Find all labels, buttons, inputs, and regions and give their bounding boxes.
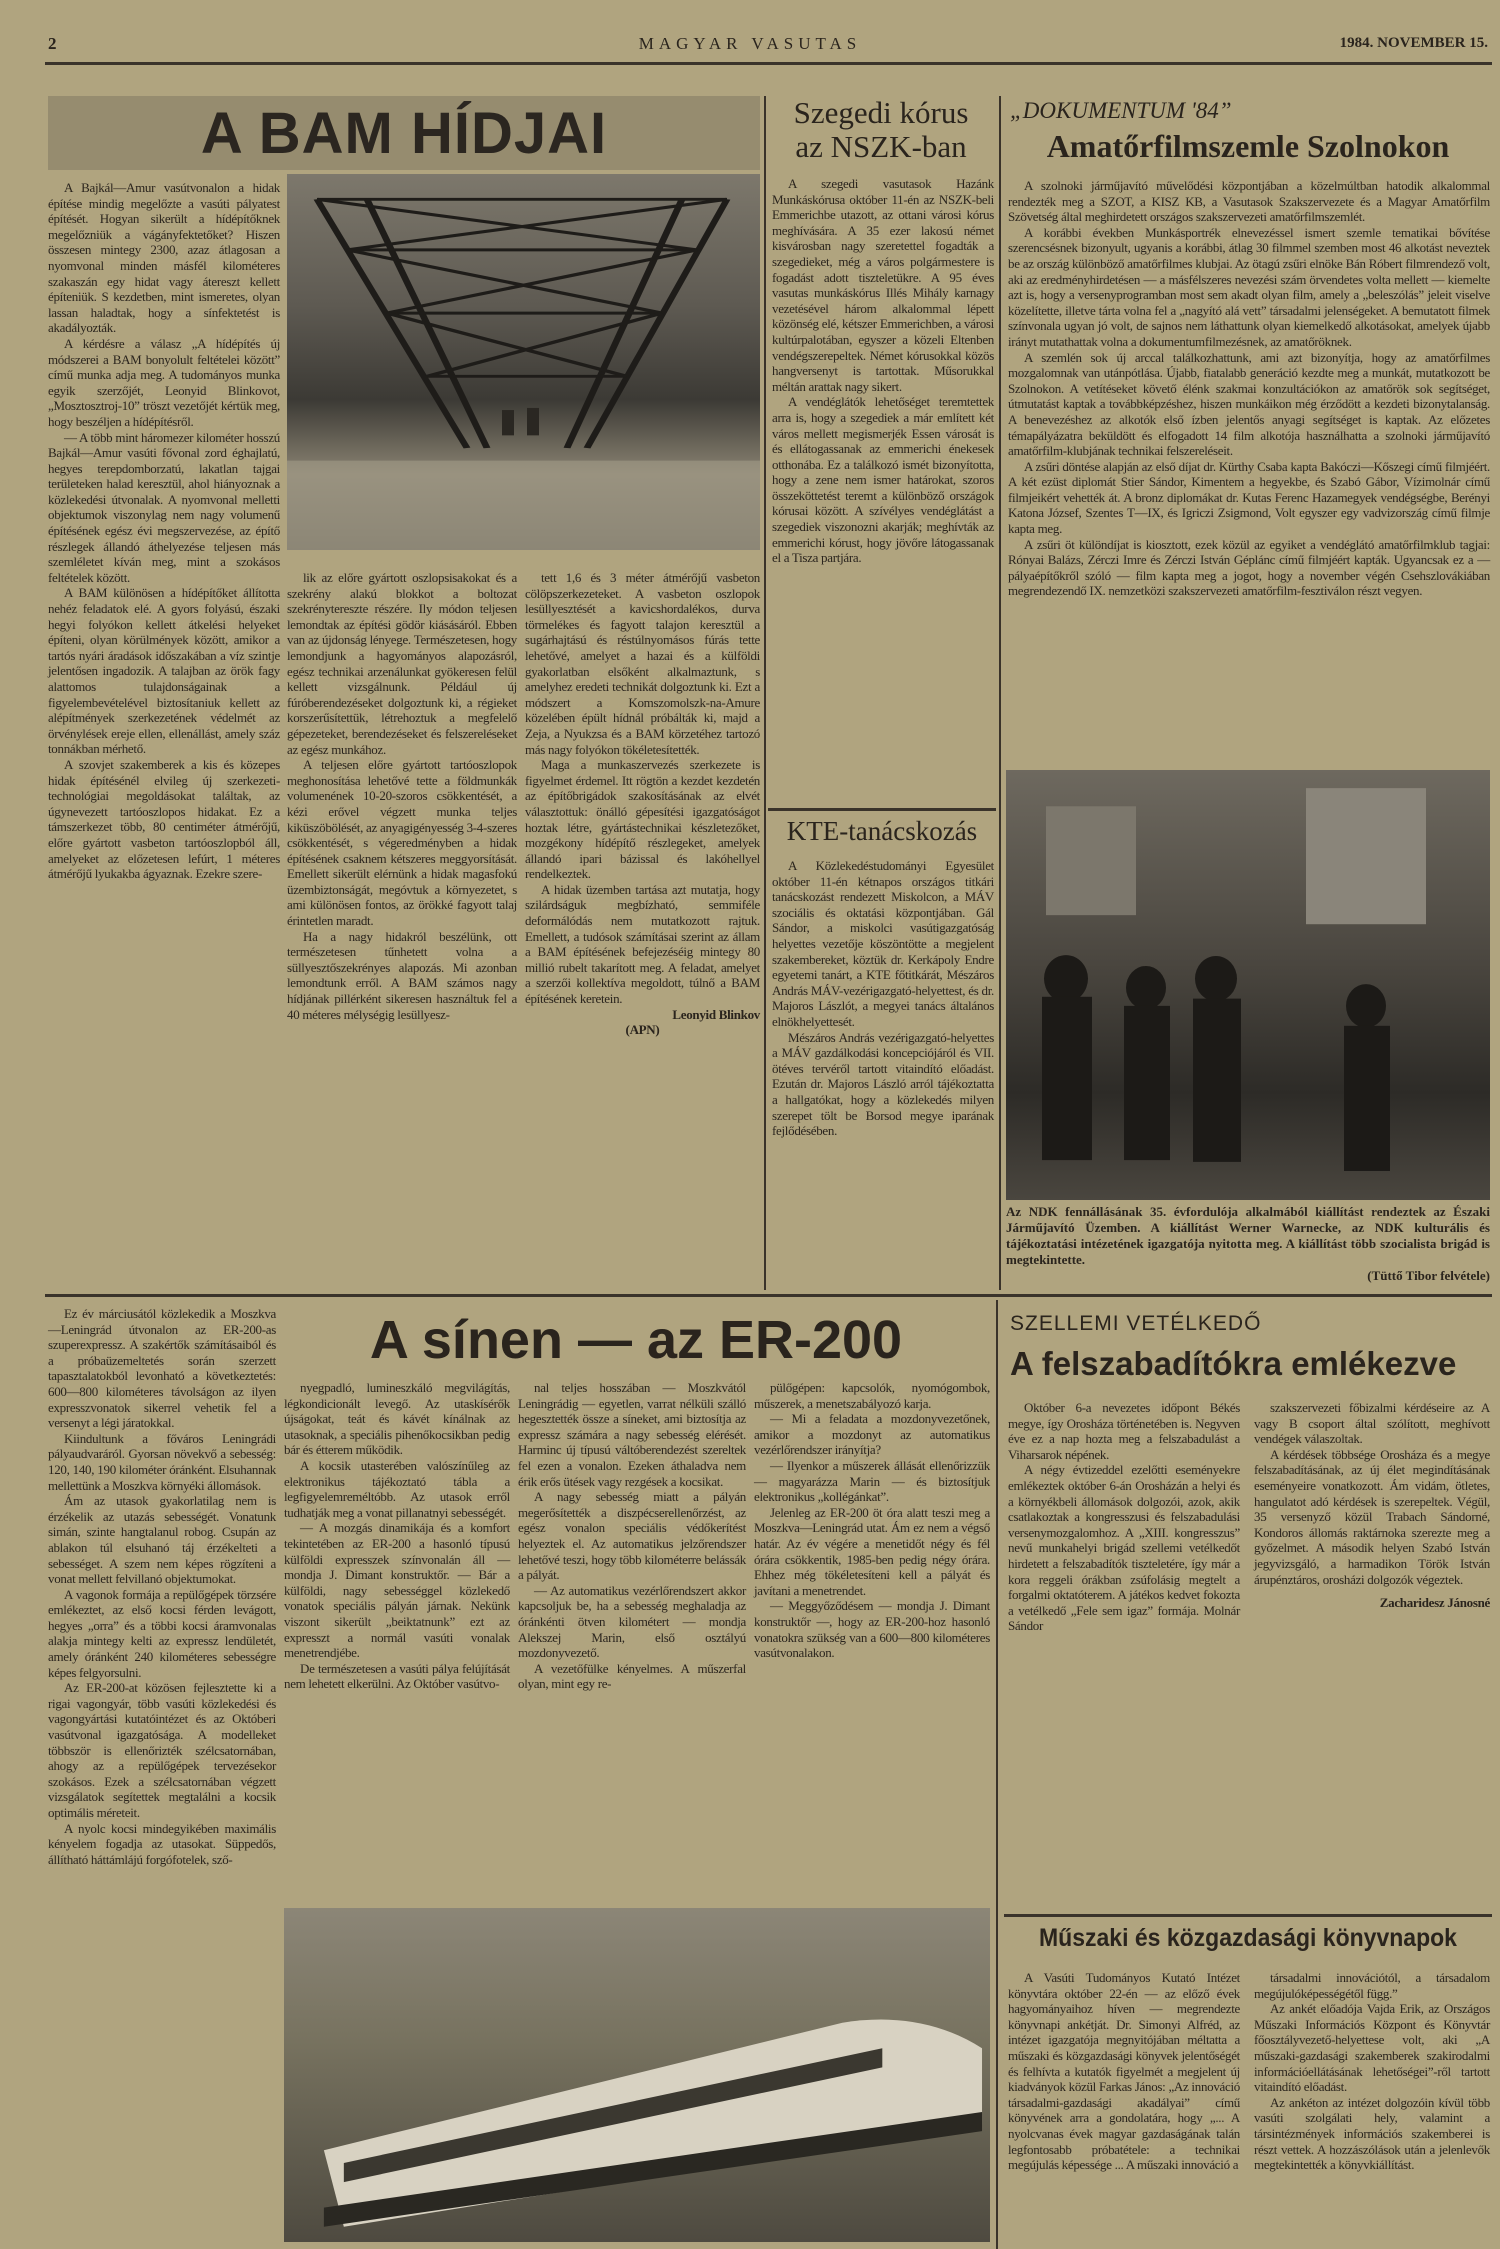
paragraph: tett 1,6 és 3 méter átmérőjű vasbeton cölöpszerkezeteket. A vasbeton oszlopok lesüllyesztését a kavicshordalékos, durva törmelékes és fagyott talajon keresztül a sugárhajtású és réstúlnyomásos fúrás tette lehetővé, amelyet a hazai és a külföldi gyakorlatban elsőként alkalmaztunk, s amelyhez eredeti technikát dolgoztunk ki. Ezt a módszert a Komszomolszk-na-Amure közelében épült hídnál próbálták ki, majd a Zeja, a Nyukzsa és a BAM körzetéhez tartozó más nagy folyókon tökéletesítették. (525, 570, 760, 757)
muszaki-column-2-text (1254, 1970, 1490, 2173)
paragraph: Jelenleg az ER-200 öt óra alatt teszi meg a Moszkva—Leningrád utat. Ám ez nem a végső határ. Az év végére a menetidőt négy és fél órára csökkentik, 1985-ben pedig négy órára. Ehhez még tökéletesíteni kell a pályát és javítani a menetrendet. (754, 1504, 990, 1598)
paragraph: A szovjet szakemberek a kis és közepes hidak építésénél elvileg új szerkezeti-technológiai megoldásokat találtak, az úgynevezett tartóoszlopos hidakat. Ez a támszerkezet több, 80 centiméter átmérőjű, előre gyártott vasbeton tartóoszlopból áll, amelyeket az előzetesen lefúrt, 1 méteres átmérőjű lyukakba ágyaznak. Ezekre szere- (48, 756, 280, 882)
paragraph: A vendéglátók lehetőséget teremtettek arra is, hogy a szegediek a már említett két város mellett megismerjék Essen városát is és ellátogassanak az emmerichi énekesek otthonába. Ez a találkozó ismét bizonyította, hogy a zene nem ismer határokat, szoros összeköttetést teremt a különböző országok kórusai között. A szívélyes vendéglátást a szegediek viszonozni akarják; meghívták az emmerichi kórust, hogy jövőre látogassanak el a Tisza partjára. (772, 394, 994, 566)
paragraph: pülőgépen: kapcsolók, nyomógombok, műszerek, a menetszabályozó karja. (754, 1380, 990, 1411)
paragraph: — Meggyőződésem — mondja J. Dimant konstruktőr —, hogy az ER-200-hoz hasonló vonatokra szükség van a 600—800 kilométeres vasútvonalakon. (754, 1598, 990, 1661)
szeged-text (772, 176, 994, 566)
er200-column-3 (518, 1380, 746, 1692)
issue-date: 1984. NOVEMBER 15. (1339, 35, 1488, 51)
column-rule (764, 96, 766, 1290)
bam-column-1-text (48, 180, 280, 882)
paragraph: A kérdésre a válasz „A hídépítés új módszerei a BAM bonyolult feltételei között” című munka adja meg. A tudományos munka egyik szerzőjét, Leonyid Blinkovot, „Mosztosztroj-10” tröszt vezetőjét kértük meg, hogy beszéljen a hídépítésről. (48, 335, 280, 429)
dokumentum-kicker: „DOKUMENTUM '84” (1010, 98, 1232, 123)
paragraph: A nyolc kocsi mindegyikében maximális kényelem fogadja az utasokat. Süppedős, állítható háttámlájú forgófotelek, sző- (48, 1820, 276, 1867)
paragraph: A hidak üzemben tartása azt mutatja, hogy szilárdságuk megbízható, semmiféle deformálódás nem mutatkozott rajtuk. Emellett, a tudósok számításai szerint az állam a BAM építésének befejezéséig mintegy 80 millió rubelt takarított meg. A feladat, amelyet a szerzői kollektíva megoldott, túlnő a BAM építésének keretein. (525, 881, 760, 1007)
bam-bridge-photo (287, 174, 760, 550)
er200-column-3-text (518, 1380, 746, 1692)
train-icon (284, 1908, 990, 2242)
bam-column-2-text (287, 570, 517, 1022)
page-number: 2 (48, 34, 57, 53)
er200-column-2-text (284, 1380, 510, 1692)
paragraph: Maga a munkaszervezés szerkezete is figyelmet érdemel. Itt rögtön a kezdet kezdetén az építőbrigádok szakosításának az elvét választottuk: önálló gépesítési igazgatóságot hoztak létre, gyártástechnikai készletezőket, mozgékony hídépítő részlegeket, amelyek állandó ipari bázissal és lakóhellyel rendelkeztek. (525, 757, 760, 882)
paragraph: Az ankéton az intézet dolgozóin kívül több vasúti szolgálati hely, valamint a társintézmények információs szakemberei is részt vettek. A hozzászólások után a jelenlevők megtekintették a könyvkiállítást. (1254, 2094, 1490, 2173)
szellemi-column-2 (1254, 1400, 1490, 1611)
section-rule (45, 1294, 1492, 1297)
paragraph: Az ER-200-at közösen fejlesztette ki a rigai vagongyár, több vasúti közlekedési és vagongyártási kutatóintézet és az Októberi vasútvonal igazgatósága. A modelleket többször is ellenőrizték szélcsatornában, ahogy az a repülőgépek tervezésekor szokásos. Ezek a szélcsatornában végzett vizsgálatok segítettek megtalálni a kocsik optimális méreteit. (48, 1680, 276, 1820)
paragraph: De természetesen a vasúti pálya felújítását nem lehetett elkerülni. Az Október vasútvo- (284, 1660, 510, 1692)
bridge-truss-icon (287, 174, 760, 550)
bam-headline: A BAM HÍDJAI (200, 101, 608, 166)
paragraph: A Vasúti Tudományos Kutató Intézet könyvtára október 22-én — az előző évek hagyományaihoz híven — megrendezte könyvnapi ankétját. Dr. Simonyi Alfréd, az intézet igazgatója megnyitójában méltatta a műszaki és közgazdasági könyvek jelentőségét és felhívta a kutatók figyelmét a megjelent új kiadványok közül Farkas János: „Az innováció társadalmi-gazdasági akadályai” című könyvének arra a gondolatára, hogy „... A nyolcvanas évek magyar gazdaságának talán legfontosabb próbatétele: a technikai megújulás képessége ... A műszaki innováció a (1008, 1970, 1240, 2173)
muszaki-column-1 (1008, 1970, 1240, 2173)
er200-column-4 (754, 1380, 990, 1661)
exhibition-photo-caption (1006, 1204, 1490, 1284)
newspaper-title: MAGYAR VASUTAS (638, 34, 862, 53)
szellemi-headline: A felszabadítókra emlékezve (1010, 1345, 1457, 1382)
masthead-rule (45, 62, 1492, 65)
bam-column-3 (525, 570, 760, 1038)
kte-paragraphs (772, 858, 994, 1139)
szellemi-column-1 (1008, 1400, 1240, 1634)
section-rule (1004, 1914, 1492, 1917)
paragraph: A vagonok formája a repülőgépek törzsére emlékeztet, az első kocsi férden levágott, hegyes „orra” és a többi kocsi áramvonalas alakja mintegy kelti az expressz lendületét, amely óránként 240 kilométeres sebességre képes felgyorsulni. (48, 1586, 276, 1680)
paragraph: — Az automatikus vezérlőrendszert akkor kapcsoljuk be, ha a sebesség meghaladja az óránkénti ötven kilométert — mondja Alekszej Marin, első osztályú mozdonyvezető. (518, 1582, 746, 1661)
paragraph: A szegedi vasutasok Hazánk Munkáskórusa október 11-én az NSZK-beli Emmerichbe utazott, az ottani városi kórus meghívására. A 35 ezer lakosú német kisvárosban nagy szeretettel fogadták a szegedieket, még a város polgármestere is fogadást adott tiszteletükre. A 95 éves vasutas munkáskórus Illés Mihály karnagy vezetésével három alkalommal lépett közönség elé, kétszer Emmerichben, a városi kultúrpalotában, egyszer a közeli Eltenben vendégszerepeltek. Német kórusokkal közös hangversenyt is tartottak. Műsorukkal méltán arattak nagy sikert. (772, 176, 994, 394)
paragraph: A nagy sebesség miatt a pályán megerősítették a diszpécserellenőrzést, az egész vonalon speciális védőkerítést helyeztek el. Az automatikus jelzőrendszer lehetővé teszi, hogy több kilométerre belássák a pályát. (518, 1489, 746, 1583)
er200-column-4-text (754, 1380, 990, 1661)
paragraph: — Ilyenkor a műszerek állását ellenőrizzük — magyarázza Marin — és biztosítjuk elektronikus „kollégánkat”. (754, 1457, 990, 1505)
paragraph: A Közlekedéstudományi Egyesület október 11-én kétnapos országos titkári tanácskozást rendezett Miskolcon, a MÁV szociális és oktatási központjában. Gál Sándor, a miskolci vasútigazgatóság helyettes vezetője köszöntötte a megjelent szakembereket, köztük dr. Kerkápoly Endre egyetemi tanárt, a KTE főtitkárát, Mészáros András MÁV-vezérigazgató-helyettest, és dr. Majoros Lászlót, a megyei tanács általános elnökhelyettesét. (772, 858, 994, 1029)
szeged-paragraphs (772, 176, 994, 566)
exhibition-people-icon (1006, 770, 1490, 1200)
paragraph: A Bajkál—Amur vasútvonalon a hidak építése mindig megelőzte a vasúti pályatest építését. Hogyan sikerült a hídépítőknek megelőzniük a vágányfektetőket? Hiszen összesen mintegy 2300, azaz átlagosan a nyomvonal minden másfél kilométeres szakaszán egy hidat vagy átereszt kellett építeniük. S kezdetben, mint ismeretes, olyan lassan haladtak, hogy a sínfektetést is akadályozták. (48, 180, 280, 336)
paragraph: — A több mint háromezer kilométer hosszú Bajkál—Amur vasúti fővonal zord éghajlatú, hegyes terepdomborzatú, lakatlan tajgai területeken halad keresztül, ahol hiányoznak a közlekedési útvonalak. A nyomvonal melletti objektumok viszonylag nem nagy volumenű építésének egész évi megszervezése, az építő részlegek állandó áthelyezése teljesen más szemléletet kíván meg, mint a szokásos feltételek között. (48, 429, 280, 585)
paragraph: A korábbi években Munkásportrék elnevezéssel ismert szemle tematikai bővítése szerencsésnek bizonyult, ugyanis a korábbi, átlag 30 filmmel szemben most 46 alkotást neveztek be az ország különböző amatőrfilmes klubjai. Az ötagú zsűri elnöke Bán Róbert filmrendező volt, aki az eredményhirdetésen — a másfélszeres nevezési szám örvendetes volta mellett — kiemelte azt is, hogy a versenyprogramban most sem akadt olyan film, amely a „beleszólás” jeleit viselve közelítette, illetve tárta volna fel a „nagyító alá vett” társadalmi jelenségeket. A bemutatott filmek színvonala ugyan jó volt, de sajnos nem láthattunk olyan kiemelkedő alkotásokat, amelyek újabb irányt mutathattak volna a dokumentumfilmezésnek, az amatőröknek. (1008, 224, 1490, 349)
kte-headline: KTE-tanácskozás (786, 816, 978, 846)
szellemi-author: Zacharidesz Jánosné (1379, 1595, 1490, 1611)
paragraph: A szemlén sok új arccal találkozhattunk, ami azt bizonyítja, hogy az amatőrfilmes mozgalomnak van utánpótlása. Újabb, fiatalabb generáció kezdte meg a munkát, mutatkozott be Szolnokon. A vetítéseket követő élénk szakmai konzultációkon az amatőrök sok segítséget, útmutatást kaptak a továbbképzéshez, hiszen munkáikon még érződött a kezdeti bizonytalanság. A benevezéshez az alkotók első ízben jelentős anyagi segítséget is kaptak. Az előzetes témapályázatra beküldött és elfogadott 14 film alkotója használhatta a szolnoki járműjavító amatőrfilm-klubjának technikai felszereléseit. (1008, 349, 1490, 459)
paragraph: Mészáros András vezérigazgató-helyettes a MÁV gazdálkodási koncepciójáról és VII. ötéves tervéről tartott vitaindító előadást. Ezután dr. Majoros László arról tájékoztatta a hallgatókat, hogy a közlekedés milyen szerepet tölt be Borsod megye iparának fejlődésében. (772, 1029, 994, 1139)
er200-column-1-text (48, 1306, 276, 1867)
paragraph: Az ankét előadója Vajda Erik, az Országos Műszaki Információs Központ és Könyvtár főosztályvezető-helyettese volt, aki „A műszaki-gazdasági szakemberek szakirodalmi információellátásának lehetőségei”-ről tartott vitaindító előadást. (1254, 2001, 1490, 2095)
paragraph: nal teljes hosszában — Moszkvától Leningrádig — egyetlen, varrat nélküli szálló hegesztették össze a síneket, ami biztosítja az expressz számára a nagy sebesség elérését. Harminc új típusú váltóberendezést szereltek fel ezen a vonalon. Ezeken áthaladva nem érik erős ütések vagy rezgések a kocsikat. (518, 1380, 746, 1489)
szellemi-column-2-text (1254, 1400, 1490, 1587)
column-rule (996, 1300, 998, 2249)
paragraph: Ha a nagy hidakról beszélünk, ott természetesen tűnhetett volna a süllyesztőszekrényes alapozás. Mi azonban lemondtunk erről. A BAM számos nagy hídjának pillérként sikeresen használtuk fel a 40 méteres mélységig lesüllyesz- (287, 928, 517, 1022)
bam-column-1 (48, 180, 280, 882)
bam-author: Leonyid Blinkov (672, 1006, 760, 1022)
paragraph: A teljesen előre gyártott tartóoszlopok meghonosítása lehetővé tette a földmunkák volumenének 10-20-szoros csökkentését, a kézi erővel végzett munka teljes kiküszöbölését, az anyagigényesség 3-4-szeres csökkentését, s végeredményben a hidak építésének csaknem kétszeres meggyorsítását. Emellett sikerült elérnünk a hidak magasfokú üzembiztonságát, megóvtuk a környezetet, s ami különösen fontos, az örökké fagyott talaj érintetlen maradt. (287, 757, 517, 929)
paragraph: A zsűri öt különdíjat is kiosztott, ezek közül az egyiket a vendéglátó amatőrfilmklub tagjai: Rónyai Balázs, Zérczi Imre és Zérczi István Géplánc című filmjéért kapták. Ugyancsak ez a — pályaépítőkről szóló — film kapta meg a jogot, hogy a november végén Csehszlovákiában megrendezendő IX. nemzetközi szakszervezeti amatőrfilm-fesztiválon részt vegyen. (1008, 536, 1490, 599)
paragraph: A szolnoki járműjavító művelődési központjában a közelmúltban hatodik alkalommal rendezték meg a SZOT, a KISZ KB, a Vasutasok Szakszervezete és a Magyar Amatőrfilm Szövetség által meghirdetett országos szakszervezeti amatőrfilmszemlét. (1008, 178, 1490, 225)
szeged-headline-line-1: Szegedi kórus (793, 95, 969, 130)
paragraph: Ám az utasok gyakorlatilag nem is érzékelik az utazás sebességét. Vonatunk simán, szinte hangtalanul robog. Csupán az ablakon túl elsuhanó táj érzékelteti a sebességet. A szem nem képes rögzíteni a vonat mellett felvillanó objektumokat. (48, 1493, 276, 1587)
er200-column-2 (284, 1380, 510, 1692)
paragraph: A vezetőfülke kényelmes. A műszerfal olyan, mint egy re- (518, 1660, 746, 1692)
bam-column-2 (287, 570, 517, 1022)
paragraph: — A mozgás dinamikája és a komfort tekintetében az ER-200 a hasonló típusú külföldi expresszek színvonalán áll — mondja J. Dimant konstruktőr. — Bár a külföldi, nagy sebességgel közlekedő vonatok speciális pályán járnak. Nekünk viszont sikerült „beiktatnunk” ezt az expresszt a normál vasúti vonalak menetrendjébe. (284, 1520, 510, 1661)
paragraph: nyegpadló, lumineszkáló megvilágítás, légkondicionált levegő. Az utaskísérők újságokat, teát és kávét kínálnak az utasoknak, a speciális pihenőkocsikban pedig bár és étterem működik. (284, 1380, 510, 1458)
paragraph: — Mi a feladata a mozdonyvezetőnek, amikor a mozdonyt az automatikus vezérlőrendszer irányítja? (754, 1411, 990, 1458)
muszaki-column-1-text (1008, 1970, 1240, 2173)
paragraph: A kérdések többsége Orosháza és a megye felszabadításának, az új élet megindításának eseményeire vonatkozott. Ám vidám, ötletes, hangulatot adó kérdések is szerepeltek. Végül, 35 versenyző közül Trabach Sándorné, Kondoros állomás raktárnoka szerezte meg a győzelmet. A második helyen Szabó István jegyvizsgáló, a harmadikon Török István árupénztáros, orosházi dolgozók végeztek. (1254, 1446, 1490, 1587)
paragraph: társadalmi innovációtól, a társadalom megújulóképességétől függ.” (1254, 1970, 1490, 2001)
caption-text: Az NDK fennállásának 35. évfordulója alkalmából kiállítást rendeztek az Északi Járműjavító Üzemben. A kiállítást Werner Warnecke, az NDK kulturális és tájékoztatási intézetének igazgatója nyitotta meg. A kiállítást több szocialista brigád is megtekintette. (1006, 1204, 1490, 1267)
muszaki-column-2 (1254, 1970, 1490, 2173)
szellemi-kicker: SZELLEMI VETÉLKEDŐ (1010, 1312, 1262, 1335)
dokumentum-paragraphs (1008, 178, 1490, 599)
photo-credit: (Tüttő Tibor felvétele) (1367, 1268, 1490, 1283)
dokumentum-text (1008, 178, 1490, 599)
paragraph: Ez év márciusától közlekedik a Moszkva—Leningrád útvonalon az ER-200-as szuperexpressz. A szakértők számításaiból és a próbaüzemeltetés során szerzett tapasztalatokból levonható a következtetés: 600—800 kilométeres távolságon az ilyen expresszvonatok sikerrel vehetik fel a versenyt a légi járatokkal. (48, 1306, 276, 1431)
paragraph: A zsűri döntése alapján az első díjat dr. Kürthy Csaba kapta Bakóczi—Kőszegi című filmjéért. A két ezüst diplomát Stier Sándor, Kimentem a hegyekbe, és Szabó Gábor, Vízimolnár című filmjeikért vehették át. A bronz diplomákat dr. Kutas Ferenc Hazamegyek vendégségbe, Berényi Katona József, Szentes T—IX, és Igriczi Zsigmond, Volt egyszer egy vadvizország című filmje kapta meg. (1008, 458, 1490, 537)
column-rule (999, 96, 1001, 1290)
paragraph: A kocsik utasterében valószínűleg az elektronikus tájékoztató tábla a legfigyelemreméltóbb. Az utasok erről tudhatják meg a vonat pillanatnyi sebességét. (284, 1457, 510, 1520)
er200-train-photo (284, 1908, 990, 2242)
paragraph: Október 6-a nevezetes időpont Békés megye, így Orosháza történetében is. Negyven éve ez a nap hozta meg a felszabadulást a Viharsarok népének. (1008, 1400, 1240, 1462)
muszaki-headline: Műszaki és közgazdasági könyvnapok (1039, 1924, 1457, 1952)
kte-text (772, 858, 994, 1139)
paragraph: szakszervezeti főbizalmi kérdéseire az A vagy B csoport által szólított, meghívott vendégek válaszoltak. (1254, 1400, 1490, 1447)
paragraph: A BAM különösen a hídépítőket állította nehéz feladatok elé. A gyors folyású, északi hegyi folyókon kellett átkelési helyeket építeni, olyan körülmények között, amikor a tartós nyári áradások időszakában a víz szintje jelentősen ingadozik. A talajban az örök fagy alattomos tulajdonságainak a figyelembevételével biztosítaniuk kellett az alépítmények szerkezetének védelmét az örvénylések ereje ellen, ellenállást, amely száz tonnákban mérhető. (48, 585, 280, 757)
er200-column-1 (48, 1306, 276, 1867)
szellemi-column-1-text (1008, 1400, 1240, 1634)
szeged-headline-line-2: az NSZK-ban (795, 129, 967, 164)
bam-column-3-text (525, 570, 760, 1007)
bam-agency: (APN) (625, 1022, 660, 1038)
paragraph: A négy évtizeddel ezelőtti eseményekre emlékeztek október 6-án Orosházán a helyi és a környékbeli állomások dolgozói, azok, akik csatlakoztak a kongresszusi és felszabadulási versenymozgalomhoz. A „XIII. kongresszus” nevű munkahelyi brigád szellemi vetélkedőt hirdetett a felszabadítók tiszteletére, így már a kora reggeli órákban zsúfolásig megtelt a forgalmi oktatóterem. A játékos kedvet fokozta a vetélkedő „Fele sem igaz” formája. Molnár Sándor (1008, 1462, 1240, 1634)
er200-headline: A sínen — az ER-200 (369, 1310, 903, 1370)
paragraph: lik az előre gyártott oszlopsisakokat és a szekrény alakú blokkot a boltozat szekrénytereszte részére. Ily módon teljesen lemondtak az építési gödör kiásásáról. Ebben van az újdonság lényege. Természetesen, hogy lemondjunk a hagyományos alapozásról, egész technikai arzenálunkat gyökeresen felül kellett vizsgálnunk. Például új fúróberendezéseket dolgoztunk ki, a régieket korszerűsítettük, létrehoztuk a megfelelő gépezeteket, berendezéseket és felszereléseket az egész munkához. (287, 570, 517, 757)
szeged-headline (768, 96, 994, 164)
dokumentum-headline: Amatőrfilmszemle Szolnokon (1046, 128, 1450, 164)
paragraph: Kiindultunk a főváros Leningrádi pályaudvaráról. Gyorsan növekvő a sebesség: 120, 140, 190 kilométer óránként. Elsuhannak mellettünk a Moszkva környéki állomások. (48, 1430, 276, 1493)
exhibition-photo (1006, 770, 1490, 1200)
section-rule (768, 808, 996, 811)
